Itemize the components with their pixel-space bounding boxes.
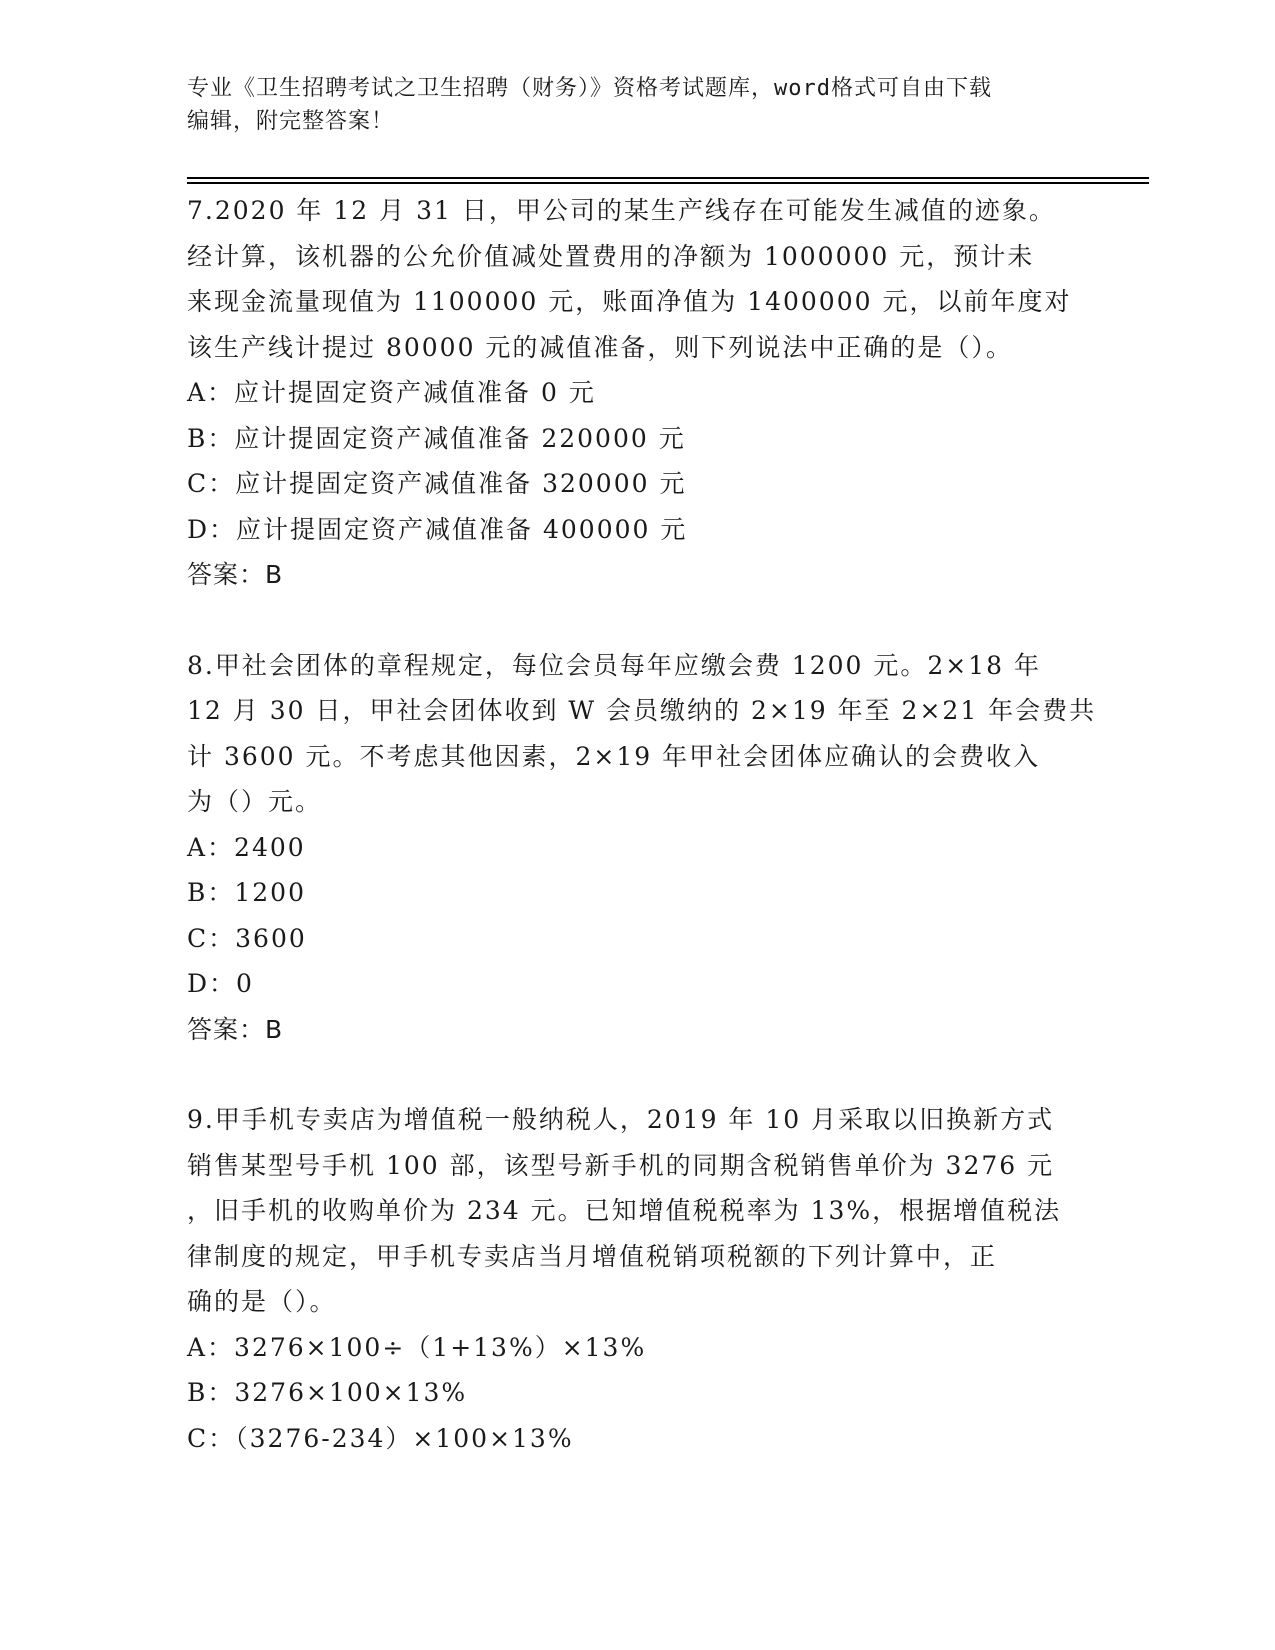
- question-list: [187, 188, 1097, 1461]
- question-stem-line: 7.2020 年 12 月 31 日，甲公司的某生产线存在可能发生减值的迹象。: [187, 196, 1056, 225]
- option-c: C：（3276-234）×100×13%: [187, 1423, 574, 1453]
- question-stem-line: 计 3600 元。不考虑其他因素，2×19 年甲社会团体应确认的会费收入: [187, 741, 1041, 771]
- question-stem-line: 为（）元。: [187, 787, 323, 816]
- option-b: B：应计提固定资产减值准备 220000 元: [187, 423, 686, 453]
- option-c: C：3600: [187, 923, 307, 953]
- question-stem-line: 销售某型号手机 100 部，该型号新手机的同期含税销售单价为 3276 元: [187, 1150, 1055, 1180]
- question-stem-line: 9.甲手机专卖店为增值税一般纳税人，2019 年 10 月采取以旧换新方式: [187, 1105, 1055, 1134]
- question-stem-line: 12 月 30 日，甲社会团体收到 W 会员缴纳的 2×19 年至 2×21 年会费共: [187, 696, 1097, 725]
- question-block: [187, 643, 1097, 1053]
- question-spacer: [187, 598, 1087, 643]
- question-stem-line: 8.甲社会团体的章程规定，每位会员每年应缴会费 1200 元。2×18 年: [187, 650, 1041, 680]
- question-stem-line: 来现金流量现值为 1100000 元，账面净值为 1400000 元，以前年度对: [187, 287, 1072, 316]
- document-header: [187, 72, 1087, 138]
- answer-line: 答案：B: [187, 560, 284, 589]
- answer-line: 答案：B: [187, 1014, 284, 1044]
- header-divider: [187, 182, 1149, 184]
- option-a: A：3276×100÷（1+13%）×13%: [187, 1332, 647, 1362]
- question-stem-line: 确的是（）。: [187, 1287, 337, 1316]
- question-stem-line: ，旧手机的收购单价为 234 元。已知增值税税率为 13%，根据增值税法: [187, 1196, 1062, 1225]
- question-block: [187, 1097, 1087, 1461]
- option-d: D：应计提固定资产减值准备 400000 元: [187, 514, 688, 544]
- header-line: 编辑，附完整答案！: [187, 109, 395, 134]
- option-a: A：2400: [187, 832, 306, 862]
- question-stem-line: 经计算，该机器的公允价值减处置费用的净额为 1000000 元，预计未: [187, 241, 1035, 271]
- header-divider: [187, 177, 1149, 179]
- option-b: B：3276×100×13%: [187, 1378, 468, 1407]
- question-spacer: [187, 1052, 1087, 1097]
- question-stem-line: 律制度的规定，甲手机专卖店当月增值税销项税额的下列计算中，正: [187, 1241, 998, 1271]
- header-line: 专业《卫生招聘考试之卫生招聘（财务）》资格考试题库，word格式可自由下载: [187, 76, 992, 101]
- option-d: D：0: [187, 969, 254, 998]
- question-block: [187, 188, 1087, 598]
- option-b: B：1200: [187, 878, 306, 907]
- question-stem-line: 该生产线计提过 80000 元的减值准备，则下列说法中正确的是（）。: [187, 332, 1013, 362]
- option-c: C：应计提固定资产减值准备 320000 元: [187, 469, 687, 498]
- option-a: A：应计提固定资产减值准备 0 元: [187, 378, 596, 407]
